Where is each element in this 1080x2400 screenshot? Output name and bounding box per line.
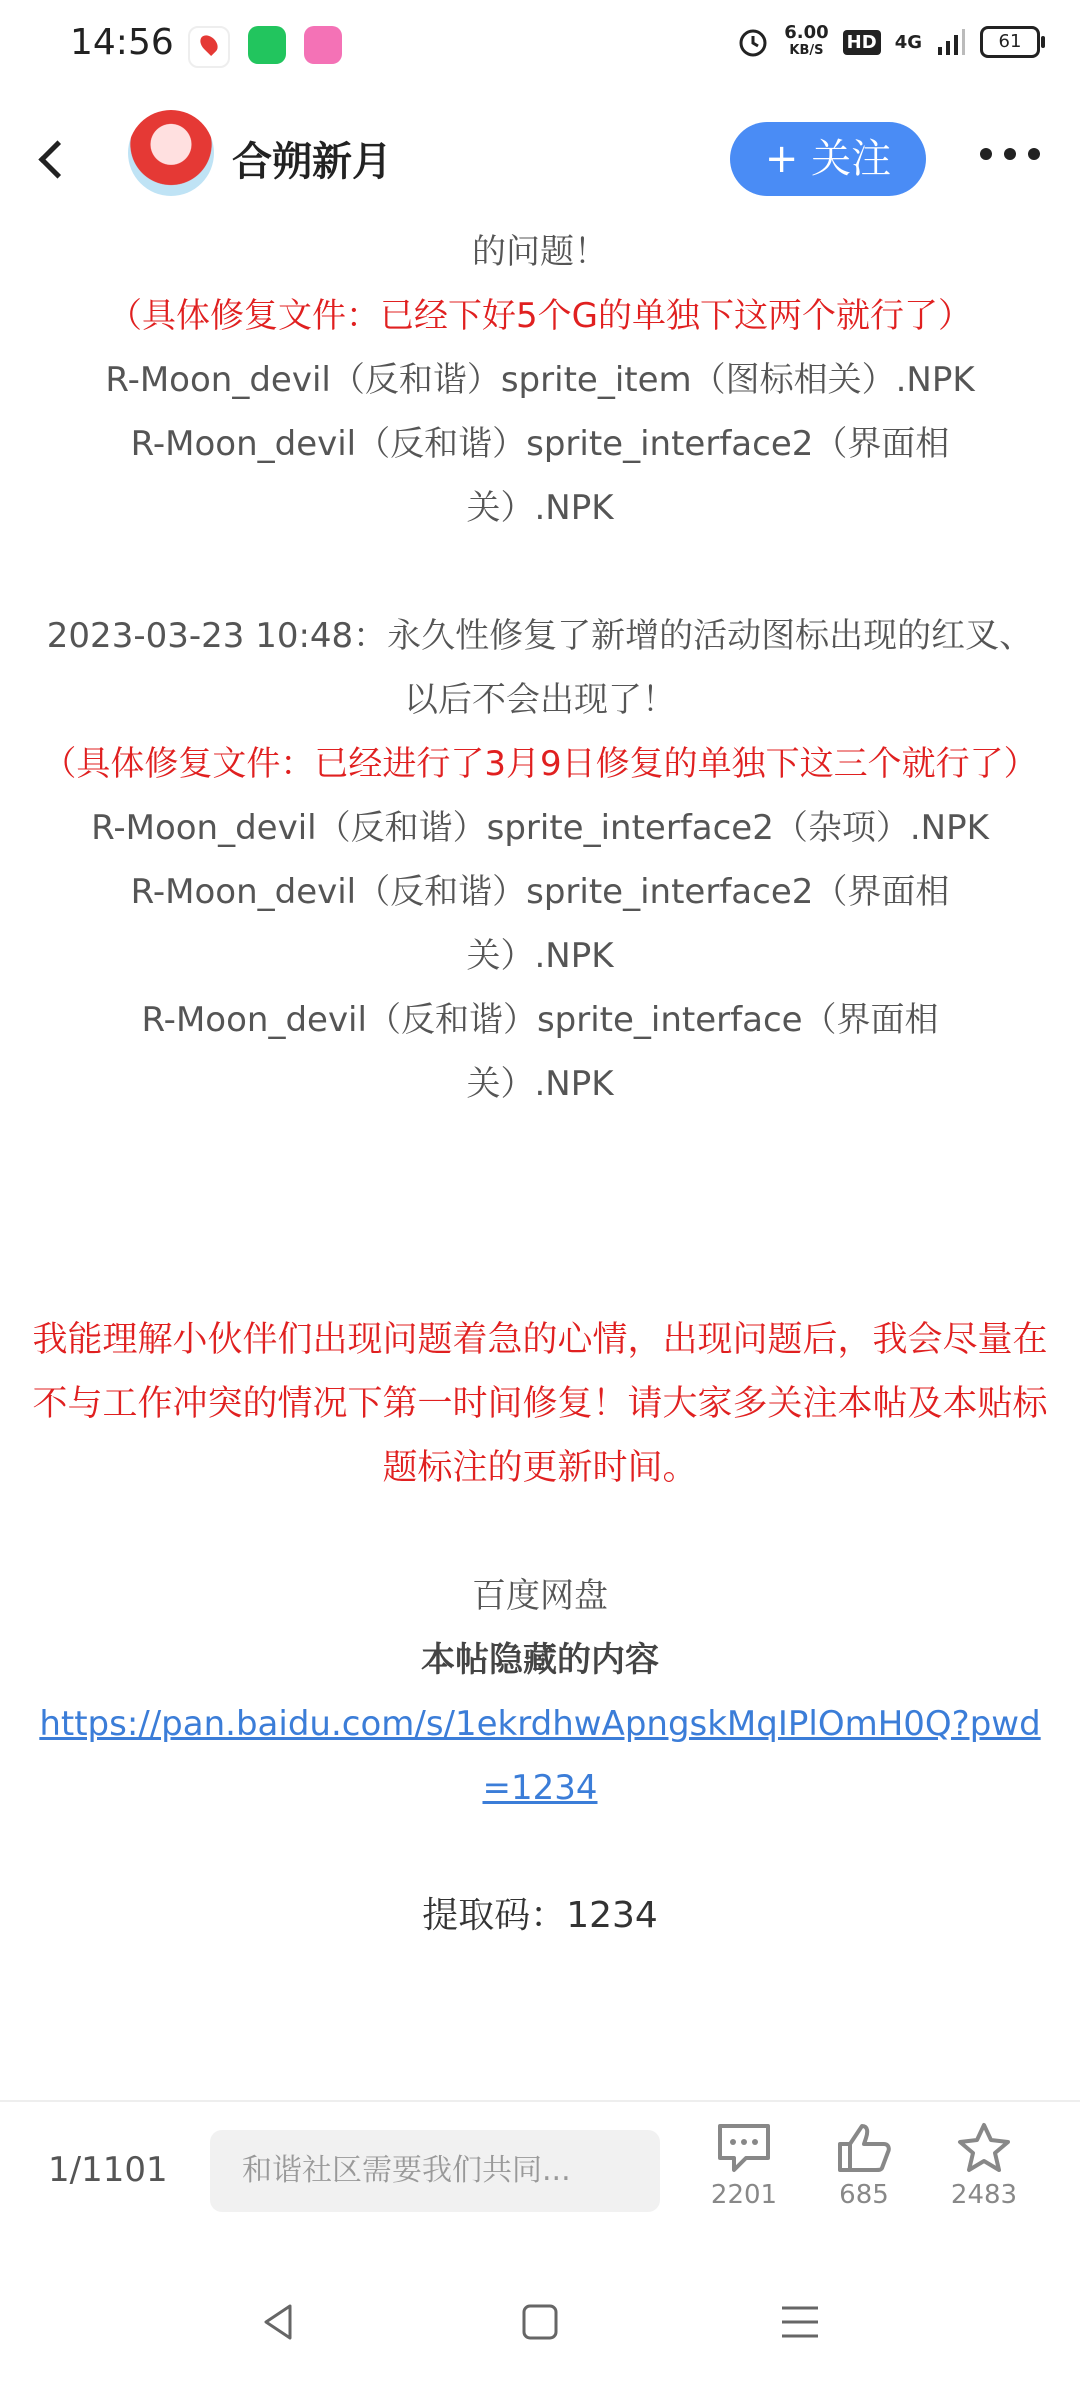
green-app-icon xyxy=(248,26,286,64)
nav-back-icon[interactable] xyxy=(250,2292,310,2352)
bilibili-app-icon xyxy=(304,26,342,64)
like-count: 685 xyxy=(839,2180,889,2210)
signal-icon xyxy=(936,27,966,57)
comment-count: 2201 xyxy=(710,2180,778,2210)
favorite-button[interactable] xyxy=(934,2122,1034,2210)
comment-input[interactable]: 和谐社区需要我们共同... xyxy=(210,2130,660,2212)
comment-button[interactable] xyxy=(694,2122,794,2210)
like-icon xyxy=(836,2122,892,2174)
net-speed xyxy=(784,24,828,60)
map-app-icon xyxy=(188,26,230,68)
file-name: R-Moon_devil（反和谐）sprite_interface2（界面相关）.NPK xyxy=(130,872,950,976)
page-indicator[interactable]: 1/1101 xyxy=(48,2150,168,2190)
avatar[interactable] xyxy=(128,110,214,196)
follow-button[interactable]: + 关注 xyxy=(730,122,926,196)
content-line: 的问题！ xyxy=(472,232,608,272)
status-bar xyxy=(0,0,1080,100)
status-time: 14:56 xyxy=(70,22,174,63)
file-name: R-Moon_devil（反和谐）sprite_interface2（杂项）.NPK xyxy=(91,808,989,848)
fix-note: （具体修复文件：已经进行了3月9日修复的单独下这三个就行了） xyxy=(42,744,1038,784)
post-header xyxy=(0,100,1080,220)
file-name: R-Moon_devil（反和谐）sprite_item（图标相关）.NPK xyxy=(105,360,975,400)
system-icons xyxy=(736,24,1040,60)
file-name: R-Moon_devil（反和谐）sprite_interface（界面相关）.NPK xyxy=(141,1000,939,1104)
back-icon[interactable] xyxy=(30,134,80,184)
download-link[interactable]: https://pan.baidu.com/s/1ekrdhwApngskMqIPlOmH0Q?pwd=1234 xyxy=(39,1704,1041,1808)
notice-text: 我能理解小伙伴们出现问题着急的心情，出现问题后，我会尽量在不与工作冲突的情况下第一时间修复！请大家多关注本帖及本贴标题标注的更新时间。 xyxy=(32,1320,1048,1488)
post-action-bar xyxy=(0,2100,1080,2252)
alarm-icon xyxy=(736,25,770,59)
net-speed-value: 6.00 xyxy=(784,22,829,43)
battery-icon: 61 xyxy=(980,26,1040,58)
username[interactable]: 合朔新月 xyxy=(232,139,392,185)
hidden-content-label: 本帖隐藏的内容 xyxy=(421,1640,659,1680)
star-icon xyxy=(956,2122,1012,2174)
post-content xyxy=(30,180,1050,1948)
network-type: 4G xyxy=(894,31,922,53)
notification-icons xyxy=(188,26,342,68)
like-button[interactable] xyxy=(814,2122,914,2210)
update-entry: 2023-03-23 10:48：永久性修复了新增的活动图标出现的红叉、以后不会出现了！ xyxy=(46,616,1034,720)
net-speed-unit: KB/S xyxy=(789,43,824,58)
comment-icon xyxy=(716,2122,772,2174)
extraction-code: 提取码：1234 xyxy=(422,1895,658,1936)
system-nav-bar xyxy=(0,2250,1080,2400)
hd-badge: HD xyxy=(843,30,881,55)
file-name: R-Moon_devil（反和谐）sprite_interface2（界面相关）.NPK xyxy=(130,424,950,528)
nav-menu-icon[interactable] xyxy=(770,2292,830,2352)
more-icon[interactable] xyxy=(980,148,1040,160)
fix-note: （具体修复文件：已经下好5个G的单独下这两个就行了） xyxy=(108,296,972,336)
pan-label: 百度网盘 xyxy=(472,1576,608,1616)
favorite-count: 2483 xyxy=(950,2180,1018,2210)
nav-home-icon[interactable] xyxy=(510,2292,570,2352)
